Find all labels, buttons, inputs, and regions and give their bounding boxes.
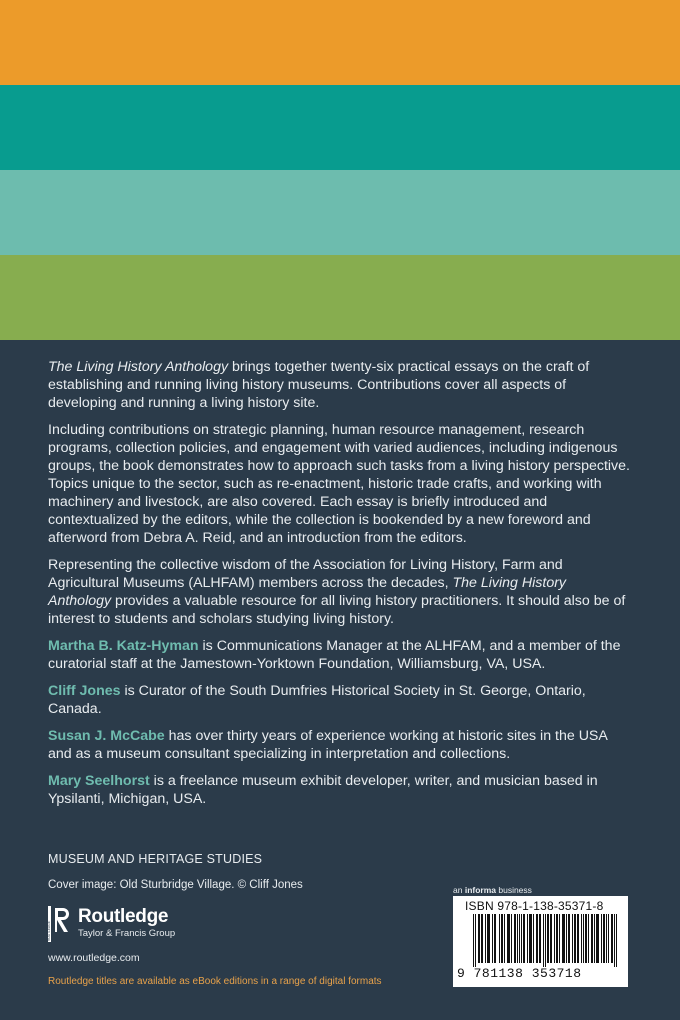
barcode-bar <box>494 914 495 963</box>
barcode-bar <box>523 914 524 963</box>
blurb-text: brings together twenty-six practical essays on the craft of establishing and running living history museums. Contributions cover all aspects of developing and running a living history site. <box>48 359 590 411</box>
barcode-bar <box>529 914 530 963</box>
barcode-bar <box>612 914 613 963</box>
barcode-bar <box>478 914 479 963</box>
barcode-bar <box>578 914 579 963</box>
informa-prefix: an <box>453 885 465 895</box>
barcode-bar <box>604 914 605 963</box>
barcode-bar <box>594 914 595 963</box>
back-cover-blurb <box>48 358 632 817</box>
barcode-bar <box>572 914 573 963</box>
logo-vertical-text: ROUTLEDGE <box>47 921 52 941</box>
barcode-bar <box>563 914 564 963</box>
teal-stripe <box>0 85 680 170</box>
editor-bio-4 <box>48 772 632 808</box>
barcode-bar <box>550 914 551 963</box>
editor-bio-3 <box>48 727 632 763</box>
blurb-text: provides a valuable resource for all living history practitioners. It should also be of interest to students and scholars studying living history. <box>48 593 626 627</box>
barcode-bar <box>517 914 518 963</box>
barcode-bar <box>502 914 503 963</box>
barcode-bar <box>481 914 482 963</box>
book-title: The Living History Anthology <box>48 359 229 375</box>
barcode-bar <box>616 914 617 967</box>
barcode-bar <box>554 914 555 963</box>
informa-business-label <box>453 885 532 895</box>
cover-credit: Cover image: Old Sturbridge Village. © Cliff Jones <box>48 879 303 891</box>
routledge-logo-icon <box>48 906 72 944</box>
barcode-bar <box>606 914 607 963</box>
barcode-bar <box>509 914 510 963</box>
book-title: The Living History Anthology <box>48 575 567 609</box>
barcode-bar <box>557 914 558 963</box>
barcode-digits: 9 781138 353718 <box>457 966 582 981</box>
editor-bio-text: is Curator of the South Dumfries Historical Society in St. George, Ontario, Canada. <box>48 683 586 717</box>
barcode-bar <box>564 914 565 963</box>
informa-suffix: business <box>496 885 532 895</box>
barcode-bar <box>585 914 586 963</box>
barcode-bar <box>543 914 544 967</box>
barcode-bar <box>611 914 612 963</box>
blurb-text: Representing the collective wisdom of the Association for Living History, Farm and Agricultural Museums (ALHFAM) members across the decades, <box>48 557 563 591</box>
editor-bio-text: is Communications Manager at the ALHFAM, and a member of the curatorial staff at the Jamestown-Yorktown Foundation, Williamsburg, VA, USA. <box>48 638 621 672</box>
barcode-bar <box>504 914 505 963</box>
series-title: MUSEUM AND HERITAGE STUDIES <box>48 852 263 866</box>
barcode-bar <box>527 914 528 963</box>
barcode-bar <box>597 914 598 963</box>
barcode-bar <box>524 914 525 963</box>
editor-name: Susan J. McCabe <box>48 728 165 744</box>
barcode-bar <box>492 914 493 963</box>
isbn-number: ISBN 978-1-138-35371-8 <box>465 899 604 913</box>
barcode-bar <box>489 914 490 963</box>
editor-name: Martha B. Katz-Hyman <box>48 638 199 654</box>
barcode-bar <box>608 914 609 963</box>
blurb-paragraph-1 <box>48 358 632 412</box>
barcode-bar <box>592 914 593 963</box>
barcode-bar <box>556 914 557 963</box>
editor-bio-text: has over thirty years of experience working at historic sites in the USA and as a museum consultant specializing in interpretation and collections. <box>48 728 608 762</box>
barcode-bar <box>539 914 540 963</box>
barcode-bar <box>568 914 569 963</box>
barcode-bar <box>548 914 549 963</box>
publisher-group: Taylor & Francis Group <box>78 928 176 939</box>
barcode-bar <box>575 914 576 963</box>
barcode-bar <box>598 914 599 963</box>
editor-bio-2 <box>48 682 632 718</box>
blurb-paragraph-2: Including contributions on strategic planning, human resource management, research programs, collection policies, and engagement with varied audiences, including indigenous groups, the book demonstrates how to approach such tasks from a living history perspective. Topics unique to the sector, such as re-enactment, historic trade crafts, and working with machinery and livestock, are also covered. Each essay is briefly introduced and contextualized by the editors, while the collection is bookended by a new foreword and afterword from Debra A. Reid, and an introduction from the editors. <box>48 422 630 546</box>
editor-name: Cliff Jones <box>48 683 121 699</box>
barcode-bar <box>511 914 512 963</box>
green-stripe <box>0 255 680 340</box>
publisher-name: Routledge <box>78 906 169 927</box>
isbn-barcode <box>453 896 628 987</box>
barcode-bar <box>559 914 560 963</box>
barcode-bar <box>475 914 476 967</box>
barcode-bar <box>530 914 531 963</box>
barcode-bar <box>562 914 563 963</box>
barcode-bar <box>596 914 597 963</box>
barcode-bar <box>537 914 538 963</box>
barcode-bar <box>482 914 483 963</box>
barcode-bar <box>614 914 615 967</box>
barcode-bar <box>583 914 584 963</box>
blurb-paragraph-3 <box>48 556 632 628</box>
barcode-bar <box>519 914 520 963</box>
orange-stripe <box>0 0 680 85</box>
barcode-bar <box>536 914 537 963</box>
editor-bio-text: is a freelance museum exhibit developer, writer, and musician based in Ypsilanti, Michigan, USA. <box>48 773 598 807</box>
barcode-bar <box>514 914 515 963</box>
barcode-bars <box>473 914 617 967</box>
barcode-bar <box>551 914 552 963</box>
barcode-bar <box>577 914 578 963</box>
light-teal-stripe <box>0 170 680 255</box>
barcode-bar <box>501 914 502 963</box>
barcode-bar <box>487 914 488 963</box>
barcode-bar <box>603 914 604 963</box>
barcode-bar <box>569 914 570 963</box>
publisher-website: www.routledge.com <box>48 952 140 964</box>
barcode-bar <box>485 914 486 963</box>
barcode-bar <box>473 914 474 967</box>
barcode-bar <box>508 914 509 963</box>
publisher-block <box>48 906 175 944</box>
barcode-bar <box>588 914 589 963</box>
barcode-bar <box>574 914 575 963</box>
barcode-bar <box>479 914 480 963</box>
barcode-bar <box>515 914 516 963</box>
barcode-bar <box>499 914 500 963</box>
publisher-text <box>78 906 175 940</box>
barcode-bar <box>531 914 532 963</box>
barcode-bar <box>547 914 548 963</box>
barcode-bar <box>566 914 567 963</box>
barcode-bar <box>540 914 541 963</box>
barcode-bar <box>545 914 546 967</box>
ebook-note: Routledge titles are available as eBook editions in a range of digital formats <box>48 976 382 987</box>
barcode-bar <box>495 914 496 963</box>
barcode-bar <box>507 914 508 963</box>
barcode-bar <box>601 914 602 963</box>
editor-name: Mary Seelhorst <box>48 773 150 789</box>
editor-bio-1 <box>48 637 632 673</box>
barcode-bar <box>586 914 587 963</box>
barcode-bar <box>521 914 522 963</box>
barcode-bar <box>488 914 489 963</box>
informa-brand: informa <box>464 885 496 895</box>
barcode-bar <box>533 914 534 963</box>
barcode-bar <box>581 914 582 963</box>
barcode-bar <box>591 914 592 963</box>
